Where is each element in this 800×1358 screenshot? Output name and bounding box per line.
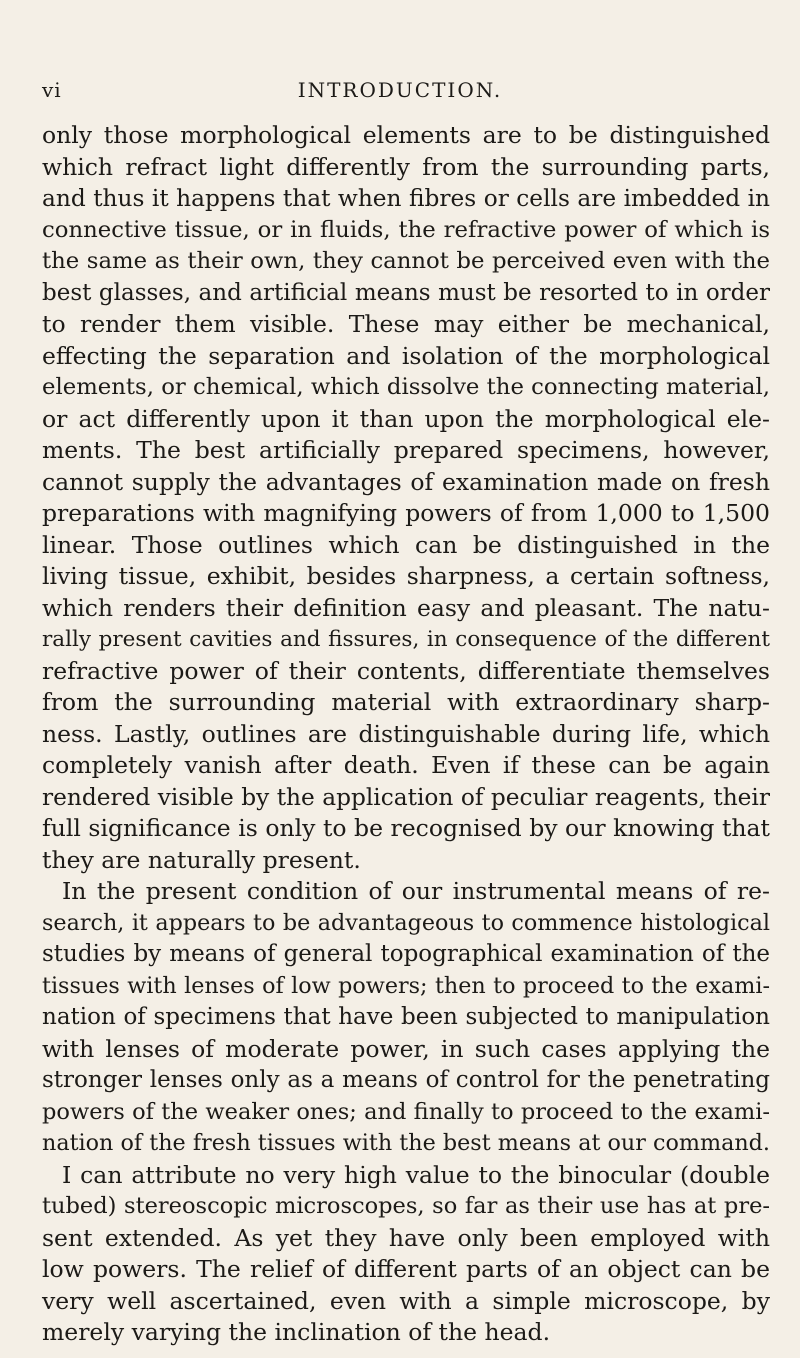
text-line: effecting the separation and isolation of the morphological (42, 341, 770, 370)
text-line: best glasses, and artificial means must be resorted to in order (42, 279, 770, 306)
text-line: studies by means of general topographical examination of the (42, 941, 770, 967)
text-line: tissues with lenses of low powers; then to proceed to the exami- (42, 972, 770, 999)
text-line: to render them visible. These may either be mechanical, (42, 310, 770, 338)
text-line: from the surrounding material with extraordinary sharp- (42, 688, 770, 716)
text-line: preparations with magnifying powers of from 1,000 to 1,500 (42, 499, 770, 527)
text-line: low powers. The relief of different parts of an object can be (42, 1255, 770, 1283)
text-line: which renders their definition easy and pleasant. The natu- (42, 593, 770, 622)
text-line: and thus it happens that when fibres or cells are imbedded in (42, 185, 770, 212)
text-line: the same as their own, they cannot be perceived even with the (42, 248, 770, 274)
text-line: very well ascertained, even with a simple microscope, by (42, 1286, 770, 1315)
page-number: vi (42, 78, 62, 102)
text-line: tubed) stereoscopic microscopes, so far as their use has at pre- (42, 1193, 770, 1219)
text-line: sent extended. As yet they have only been employed with (42, 1223, 770, 1252)
text-line: search, it appears to be advantageous to commence histological (42, 909, 770, 936)
body-text (42, 120, 770, 1349)
text-line: In the present condition of our instrumental means of re- (62, 877, 770, 905)
text-line: refractive power of their contents, differentiate themselves (42, 656, 770, 685)
text-line: merely varying the inclination of the head. (42, 1318, 551, 1346)
text-line: rendered visible by the application of peculiar reagents, their (42, 783, 770, 811)
text-line: ness. Lastly, outlines are distinguishable during life, which (42, 719, 770, 748)
page-header (42, 78, 758, 108)
text-line: completely vanish after death. Even if these can be again (42, 751, 770, 779)
text-line: living tissue, exhibit, besides sharpness, a certain softness, (42, 562, 770, 590)
text-line: only those morphological elements are to be distinguished (42, 121, 770, 149)
text-line: or act differently upon it than upon the morphological ele- (42, 404, 770, 433)
text-line: stronger lenses only as a means of control for the penetrating (42, 1067, 770, 1093)
text-line: ments. The best artificially prepared specimens, however, (42, 436, 770, 464)
text-line: with lenses of moderate power, in such cases applying the (42, 1034, 770, 1063)
text-line: nation of the fresh tissues with the best means at our command. (42, 1130, 770, 1156)
text-line: linear. Those outlines which can be distinguished in the (42, 530, 770, 559)
running-head: INTRODUCTION. (297, 78, 503, 102)
text-line: cannot supply the advantages of examination made on fresh (42, 467, 770, 496)
text-line: rally present cavities and fissures, in consequence of the different (42, 627, 770, 652)
text-line: elements, or chemical, which dissolve the connecting material, (42, 374, 770, 400)
text-line: connective tissue, or in fluids, the refractive power of which is (42, 216, 770, 243)
text-line: I can attribute no very high value to the binocular (double (62, 1160, 770, 1189)
text-line: they are naturally present. (42, 845, 361, 874)
text-line: powers of the weaker ones; and finally to proceed to the exami- (42, 1098, 770, 1125)
text-line: full significance is only to be recognised by our knowing that (42, 814, 770, 842)
text-line: nation of specimens that have been subjected to manipulation (42, 1004, 770, 1030)
text-line: which refract light differently from the surrounding parts, (42, 152, 770, 181)
